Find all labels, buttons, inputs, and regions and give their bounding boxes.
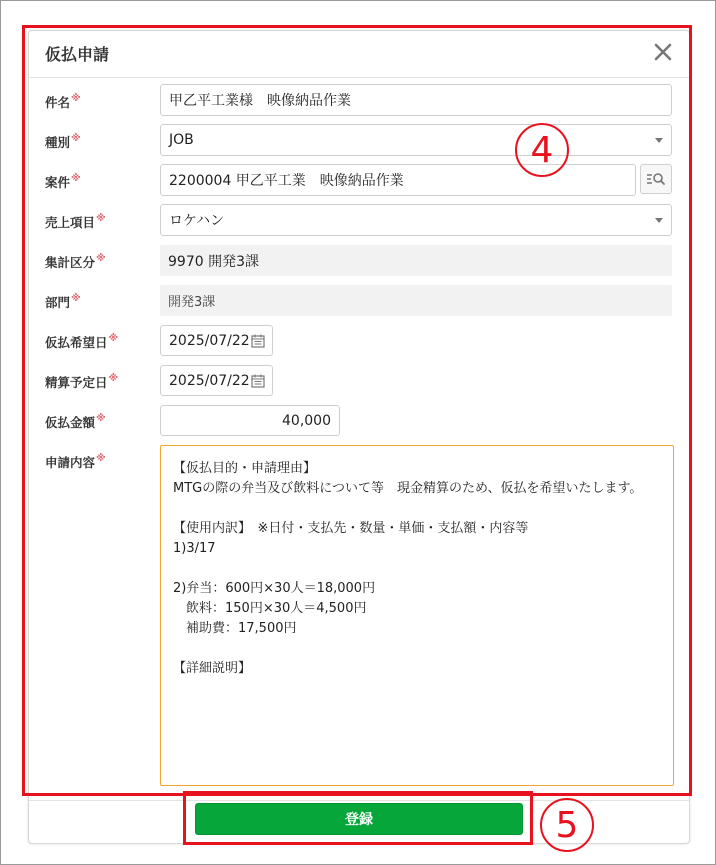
desired-date-label: 仮払希望日※ [45, 333, 119, 350]
category-selected-value: JOB [169, 132, 194, 148]
required-mark: ※ [96, 213, 106, 224]
required-mark: ※ [96, 253, 106, 264]
settlement-date-input[interactable] [160, 365, 273, 396]
marker-5-number: 5 [555, 805, 579, 846]
sales-item-selected-value: ロケハン [169, 213, 225, 229]
subject-label: 件名※ [45, 93, 81, 110]
desired-date-input[interactable] [160, 325, 273, 356]
department-label: 部門※ [45, 293, 81, 310]
required-mark: ※ [108, 373, 119, 384]
category-select[interactable] [160, 124, 672, 156]
annotation-marker-5 [539, 797, 595, 853]
chevron-down-icon [655, 138, 663, 143]
project-input[interactable]: 2200004 甲乙平工業 映像納品作業 [160, 164, 636, 196]
advance-payment-dialog [28, 30, 690, 844]
required-mark: ※ [71, 133, 81, 144]
annotation-marker-4 [514, 122, 570, 178]
department-value: 開発3課 [160, 285, 672, 316]
search-list-icon [646, 172, 666, 186]
required-mark: ※ [96, 453, 106, 464]
desired-date-value: 2025/07/22 [169, 332, 250, 349]
content-textarea[interactable]: 【仮払目的・申請理由】 MTGの際の弁当及び飲料について等 現金精算のため、仮払を希望いたします。 【使用内訳】 ※日付・支払先・数量・単価・支払額・内容等 1)3/17 2)弁当：600円×30人＝18,000円 飲料：150円×30人＝4,500円 補助費：17,500円 【詳細説明】 [160, 445, 674, 786]
dialog-header [29, 31, 689, 78]
settlement-date-label: 精算予定日※ [45, 373, 119, 390]
project-search-button[interactable] [640, 164, 672, 194]
required-mark: ※ [108, 333, 119, 344]
sales-item-select[interactable] [160, 204, 672, 236]
calendar-icon[interactable] [250, 333, 266, 349]
marker-4-number: 4 [530, 130, 554, 171]
aggregation-label: 集計区分※ [45, 253, 106, 270]
settlement-date-value: 2025/07/22 [169, 372, 250, 389]
project-label: 案件※ [45, 173, 81, 190]
amount-input[interactable]: 40,000 [160, 405, 340, 436]
close-button[interactable] [651, 40, 675, 64]
content-label: 申請内容※ [45, 453, 106, 470]
category-label: 種別※ [45, 133, 81, 150]
close-icon [651, 40, 675, 64]
aggregation-value: 9970 開発3課 [160, 245, 672, 276]
required-mark: ※ [71, 93, 81, 104]
dialog-title: 仮払申請 [45, 45, 110, 64]
required-mark: ※ [96, 413, 106, 424]
sales-item-label: 売上項目※ [45, 213, 106, 230]
chevron-down-icon [655, 218, 663, 223]
subject-input[interactable]: 甲乙平工業様 映像納品作業 [160, 84, 672, 116]
register-button[interactable]: 登録 [195, 803, 523, 835]
amount-label: 仮払金額※ [45, 413, 106, 430]
required-mark: ※ [71, 293, 81, 304]
required-mark: ※ [71, 173, 81, 184]
calendar-icon[interactable] [250, 373, 266, 389]
